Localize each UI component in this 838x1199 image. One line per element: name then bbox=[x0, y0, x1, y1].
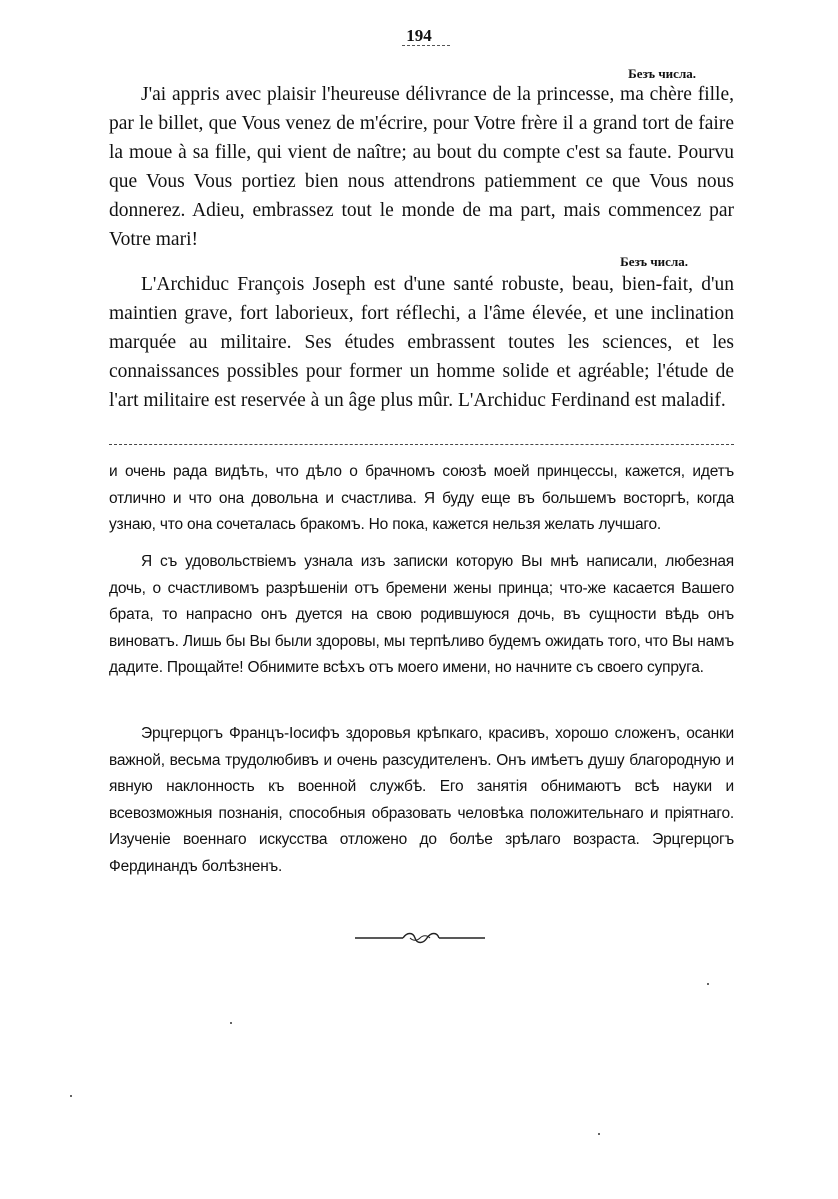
print-speck bbox=[598, 1133, 600, 1135]
print-speck bbox=[707, 983, 709, 985]
print-speck bbox=[70, 1095, 72, 1097]
footnote-divider bbox=[109, 444, 734, 445]
translation-paragraph-3: Эрцгерцогъ Францъ-Іосифъ здоровья крѣпкаго, красивъ, хорошо сложенъ, осанки важной, весьма трудолюбивъ и очень разсудителенъ. Онъ имѣетъ душу благородную и явную наклонность къ военной службѣ. Его занятія обнимаютъ всѣ науки и всевозможныя познанія, способныя образовать человѣка положительнаго и пріятнаго. Изученіе военнаго искусства отложено до болѣе зрѣлаго возраста. Эрцгерцогъ Фердинандъ болѣзненъ. bbox=[109, 725, 734, 875]
translation-paragraph-1: и очень рада видѣть, что дѣло о брачномъ союзѣ моей принцессы, кажется, идетъ отлично и что она довольна и счастлива. Я буду еще въ большемъ восторгѣ, когда узнаю, что она сочеталась бракомъ. Но пока, кажется нельзя желать лучшаго. bbox=[109, 463, 734, 533]
fleuron-icon bbox=[355, 930, 485, 946]
letter-1-text-fr: J'ai appris avec plaisir l'heureuse délivrance de la princesse, ma chère fille, par le billet, que Vous venez de m'écrire, pour Votre frère il a grand tort de faire la moue à sa fille, qui vient de naître; au bout du compte c'est sa faute. Pourvu que Vous Vous portiez bien nous attendrons patiemment ce que Vous nous donnerez. Adieu, embrassez tout le monde de ma part, mais commencez par Votre mari! bbox=[109, 84, 734, 250]
page-number: 194 bbox=[406, 26, 432, 45]
page-number-rule bbox=[402, 45, 450, 46]
letter-2-text-fr: L'Archiduc François Joseph est d'une santé robuste, beau, bien-fait, d'un maintien grave, fort laborieux, fort réflechi, a l'âme élevée, et une inclination marquée au militaire. Ses études embrassent toutes les sciences, et les connaissances possibles pour former un homme solide et agréable; l'étude de l'art militaire est reservée à un âge plus mûr. L'Archiduc Ferdinand est maladif. bbox=[109, 274, 734, 411]
print-speck bbox=[230, 1022, 232, 1024]
translation-paragraph-2: Я съ удовольствіемъ узнала изъ записки которую Вы мнѣ написали, любезная дочь, о счастливомъ разрѣшеніи отъ бремени жены принца; что-же касается Вашего брата, то напрасно онъ дуется на свою родившуюся дочь, въ сущности вѣдь онъ виноватъ. Лишь бы Вы были здоровы, мы терпѣливо будемъ ожидать того, что Вы намъ дадите. Прощайте! Обнимите всѣхъ отъ моего имени, но начните съ своего супруга. bbox=[109, 553, 734, 676]
letter-2-date: Безъ числа. bbox=[620, 254, 688, 269]
letter-1-date: Безъ числа. bbox=[628, 66, 696, 81]
